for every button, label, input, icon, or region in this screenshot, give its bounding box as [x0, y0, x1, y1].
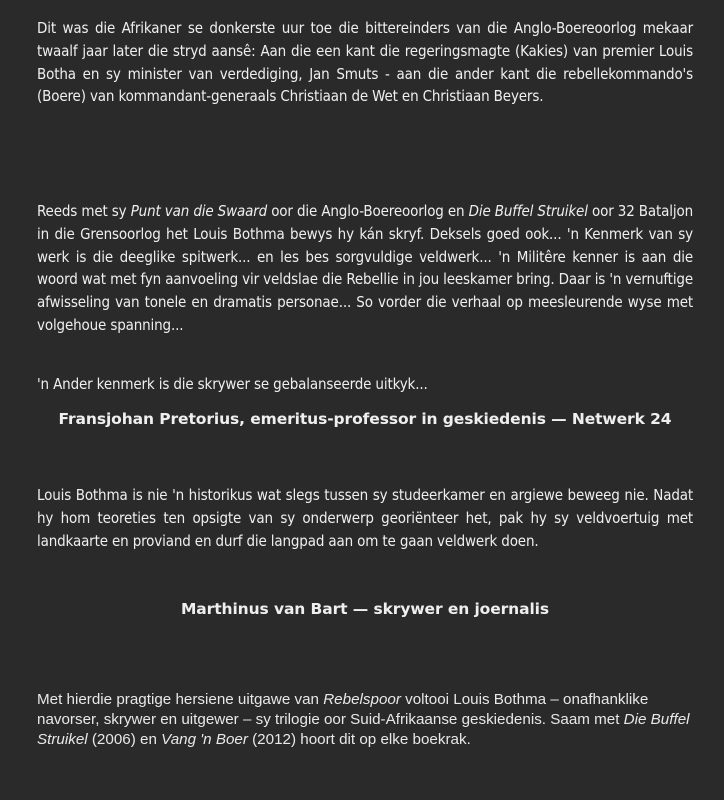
intro-paragraph: Dit was die Afrikaner se donkerste uur toe die bittereinders van die Anglo-Boereoorlog mekaar twaalf jaar later die stryd aansê: Aan die een kant die regeringsmagte (Kakies) van premier Louis Botha en sy minister van verdediging, Jan Smuts - aan die ander kant die rebellekommando's (Boere) van kommandant-generaals Christiaan de Wet en Christiaan Beyers. [37, 19, 693, 106]
closing-text-b: voltooi Louis Bothma – onafhanklike navorser, skrywer en uitgewer – sy trilogie oor Suid-Afrikaanse geskiedenis. Saam met [37, 691, 649, 728]
closing-title-3: Vang 'n Boer [161, 730, 248, 748]
closing-paragraph [37, 690, 693, 749]
closing-title-1: Rebelspoor [323, 691, 401, 708]
review1-title-2: Die Buffel Struikel [468, 202, 588, 220]
review1-attribution: Fransjohan Pretorius, emeritus-professor in geskiedenis — Netwerk 24 [58, 410, 672, 428]
closing-title-2: Die Buffel Struikel [37, 710, 690, 748]
review1-paragraph-2: 'n Ander kenmerk is die skrywer se gebalanseerde uitkyk... [37, 375, 428, 393]
review1-paragraph [37, 200, 693, 337]
review1-title-1: Punt van die Swaard [130, 202, 268, 220]
review1-text-b: oor die Anglo-Boereoorlog en [267, 202, 469, 220]
review1-text-c: oor 32 Bataljon in die Grensoorlog het Louis Bothma bewys hy kán skryf. Deksels goed ook... 'n Kenmerk van sy werk is die deeglike spitwerk... en les bes sorgvuldige veldwerk... 'n Militêre kenner is aan die woord wat met fyn aanvoeling vir veldslae die Rebellie in jou leeskamer bring. Daar is 'n vernuftige afwisseling van tonele en dramatis personae... So vorder die verhaal op meesleurende wyse met volgehoue spanning... [37, 202, 693, 334]
closing-text-d: (2012) hoort dit op elke boekrak. [247, 730, 471, 748]
closing-text-c: (2006) en [87, 730, 162, 748]
closing-text-a: Met hierdie pragtige hersiene uitgawe van [37, 691, 324, 708]
review2-paragraph: Louis Bothma is nie 'n historikus wat slegs tussen sy studeerkamer en argiewe beweeg nie. Nadat hy hom teoreties ten opsigte van sy onderwerp georiënteer het, pak hy sy veldvoertuig met landkaarte en proviand en durf die langpad aan om te gaan veldwerk doen. [37, 486, 693, 550]
review2-attribution: Marthinus van Bart — skrywer en joernalis [180, 600, 550, 618]
review1-text-a: Reeds met sy [37, 202, 131, 220]
